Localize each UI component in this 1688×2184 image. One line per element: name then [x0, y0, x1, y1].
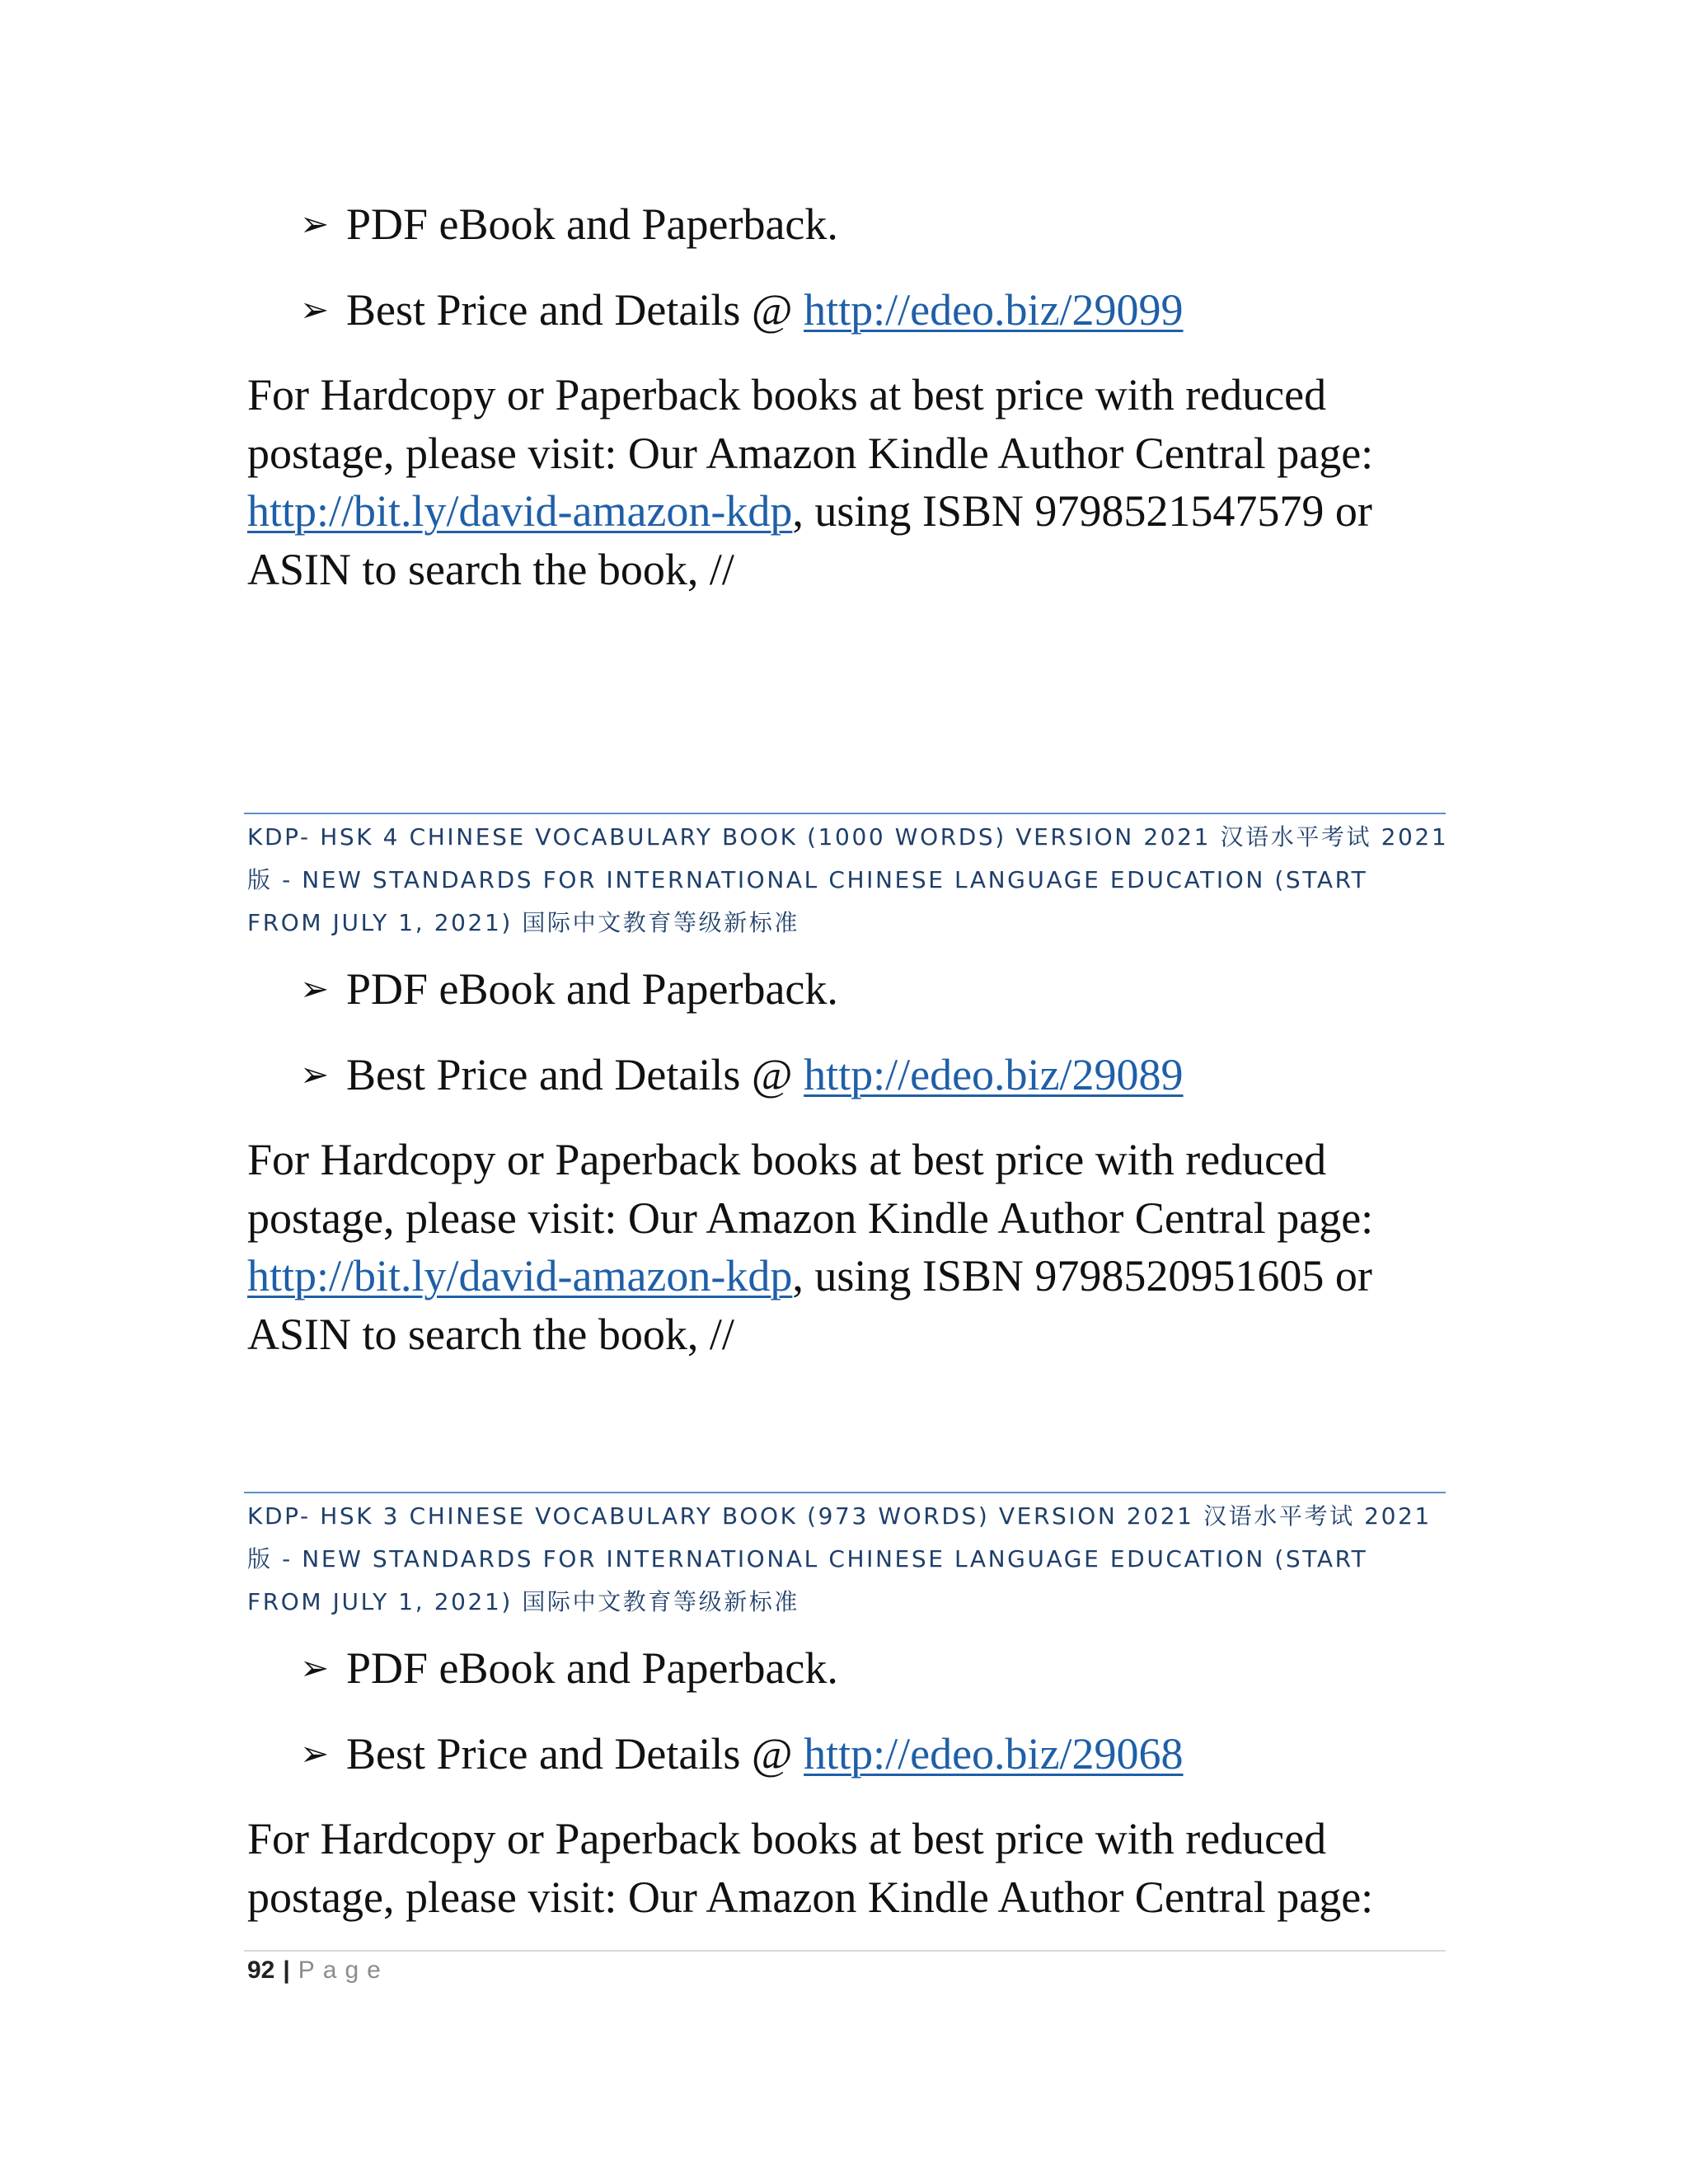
arrow-bullet-icon: ➢: [300, 1647, 330, 1688]
amazon-author-link[interactable]: http://bit.ly/david-amazon-kdp: [247, 486, 793, 536]
page-number: 92: [247, 1957, 275, 1984]
arrow-bullet-icon: ➢: [300, 968, 330, 1009]
bullet-best-price: ➢ Best Price and Details @ http://edeo.biz/29068: [300, 1729, 1184, 1779]
page-footer: [247, 1957, 389, 1985]
bullet-pdf-ebook: ➢ PDF eBook and Paperback.: [300, 1643, 838, 1693]
footer-separator: |: [283, 1957, 290, 1984]
heading-divider: [244, 1492, 1446, 1493]
best-price-link[interactable]: http://edeo.biz/29089: [804, 1050, 1184, 1099]
arrow-bullet-icon: ➢: [300, 1733, 330, 1774]
bullet-best-price: ➢ Best Price and Details @ http://edeo.biz/29089: [300, 1050, 1184, 1099]
arrow-bullet-icon: ➢: [300, 289, 330, 330]
hardcopy-paragraph: For Hardcopy or Paperback books at best price with reduced postage, please visit: Our Amazon Kindle Author Central page: http://bit.ly/david-amazon-kdp, using ISBN 9798521547579 or ASIN to search the book, //: [247, 370, 1374, 594]
footer-divider: [244, 1950, 1446, 1952]
section-heading-hsk4: KDP- HSK 4 CHINESE VOCABULARY BOOK (1000 WORDS) VERSION 2021 汉语水平考试 2021 版 - NEW STANDARDS FOR INTERNATIONAL CHINESE LANGUAGE EDUCATION (START FROM JULY 1, 2021) 国际中文教育等级新标准: [247, 823, 1449, 936]
best-price-link[interactable]: http://edeo.biz/29068: [804, 1729, 1184, 1779]
best-price-link[interactable]: http://edeo.biz/29099: [804, 285, 1184, 335]
arrow-bullet-icon: ➢: [300, 204, 330, 244]
bullet-best-price: ➢ Best Price and Details @ http://edeo.biz/29099: [300, 285, 1184, 335]
bullet-pdf-ebook: ➢ PDF eBook and Paperback.: [300, 964, 838, 1014]
hardcopy-paragraph: For Hardcopy or Paperback books at best price with reduced postage, please visit: Our Amazon Kindle Author Central page:: [247, 1814, 1374, 1922]
heading-divider: [244, 813, 1446, 814]
page-label: Page: [298, 1957, 389, 1984]
arrow-bullet-icon: ➢: [300, 1054, 330, 1094]
bullet-pdf-ebook: ➢ PDF eBook and Paperback.: [300, 199, 838, 249]
amazon-author-link[interactable]: http://bit.ly/david-amazon-kdp: [247, 1251, 793, 1301]
hardcopy-paragraph: For Hardcopy or Paperback books at best price with reduced postage, please visit: Our Amazon Kindle Author Central page: http://bit.ly/david-amazon-kdp, using ISBN 9798520951605 or ASIN to search the book, //: [247, 1135, 1374, 1359]
section-heading-hsk3: KDP- HSK 3 CHINESE VOCABULARY BOOK (973 WORDS) VERSION 2021 汉语水平考试 2021 版 - NEW STANDARDS FOR INTERNATIONAL CHINESE LANGUAGE EDUCATION (START FROM JULY 1, 2021) 国际中文教育等级新标准: [247, 1502, 1432, 1615]
